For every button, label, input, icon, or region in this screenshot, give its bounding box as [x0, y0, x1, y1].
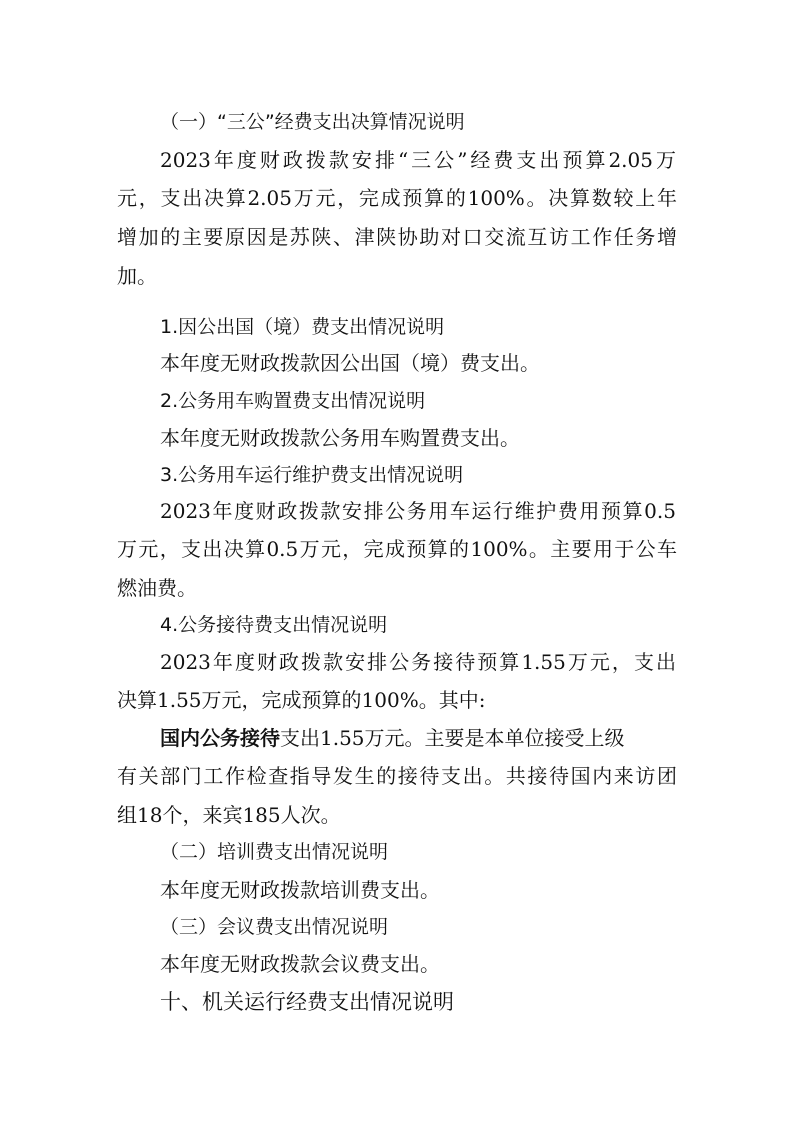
section-1-title: （一）“三公”经费支出决算情况说明 [160, 111, 465, 133]
item-3-paragraph-line-1: 2023年度财政拨款安排公务用车运行维护费用预算0.5 [160, 499, 676, 523]
item-3-paragraph-line-3: 燃油费。 [117, 576, 197, 600]
section-10-title: 十、机关运行经费支出情况说明 [160, 990, 454, 1014]
item-2-text: 本年度无财政拨款公务用车购置费支出。 [160, 426, 520, 450]
section-2-text: 本年度无财政拨款培训费支出。 [160, 878, 440, 902]
section-3-text: 本年度无财政拨款会议费支出。 [160, 952, 440, 976]
section-1-paragraph-line-3: 增加的主要原因是苏陕、津陕协助对口交流互访工作任务增 [117, 225, 677, 249]
item-1-title: 1.因公出国（境）费支出情况说明 [160, 316, 445, 338]
item-2-title: 2.公务用车购置费支出情况说明 [160, 390, 426, 412]
item-4-title: 4.公务接待费支出情况说明 [160, 614, 388, 636]
item-4-paragraph-line-2: 决算1.55万元，完成预算的100%。其中: [117, 688, 486, 712]
item-1-text: 本年度无财政拨款因公出国（境）费支出。 [160, 351, 540, 375]
domestic-reception-line-1 [160, 724, 720, 752]
domestic-reception-line-3: 组18个，来宾185人次。 [117, 803, 341, 827]
section-1-paragraph-line-2: 元，支出决算2.05万元，完成预算的100%。决算数较上年 [117, 186, 677, 210]
section-2-title: （二）培训费支出情况说明 [160, 841, 389, 863]
item-3-paragraph-line-2: 万元，支出决算0.5万元，完成预算的100%。主要用于公车 [117, 537, 677, 561]
section-1-paragraph-line-4: 加。 [117, 264, 157, 288]
item-4-paragraph-line-1: 2023年度财政拨款安排公务接待预算1.55万元，支出 [160, 650, 676, 674]
domestic-reception-amount: 支出1.55万元。主要是本单位接受上级 [280, 726, 625, 750]
section-1-paragraph-line-1: 2023年度财政拨款安排“三公”经费支出预算2.05万 [160, 148, 676, 172]
domestic-reception-label: 国内公务接待 [160, 726, 280, 750]
domestic-reception-line-2: 有关部门工作检查指导发生的接待支出。共接待国内来访团 [117, 764, 677, 788]
section-3-title: （三）会议费支出情况说明 [160, 916, 389, 938]
item-3-title: 3.公务用车运行维护费支出情况说明 [160, 464, 464, 486]
